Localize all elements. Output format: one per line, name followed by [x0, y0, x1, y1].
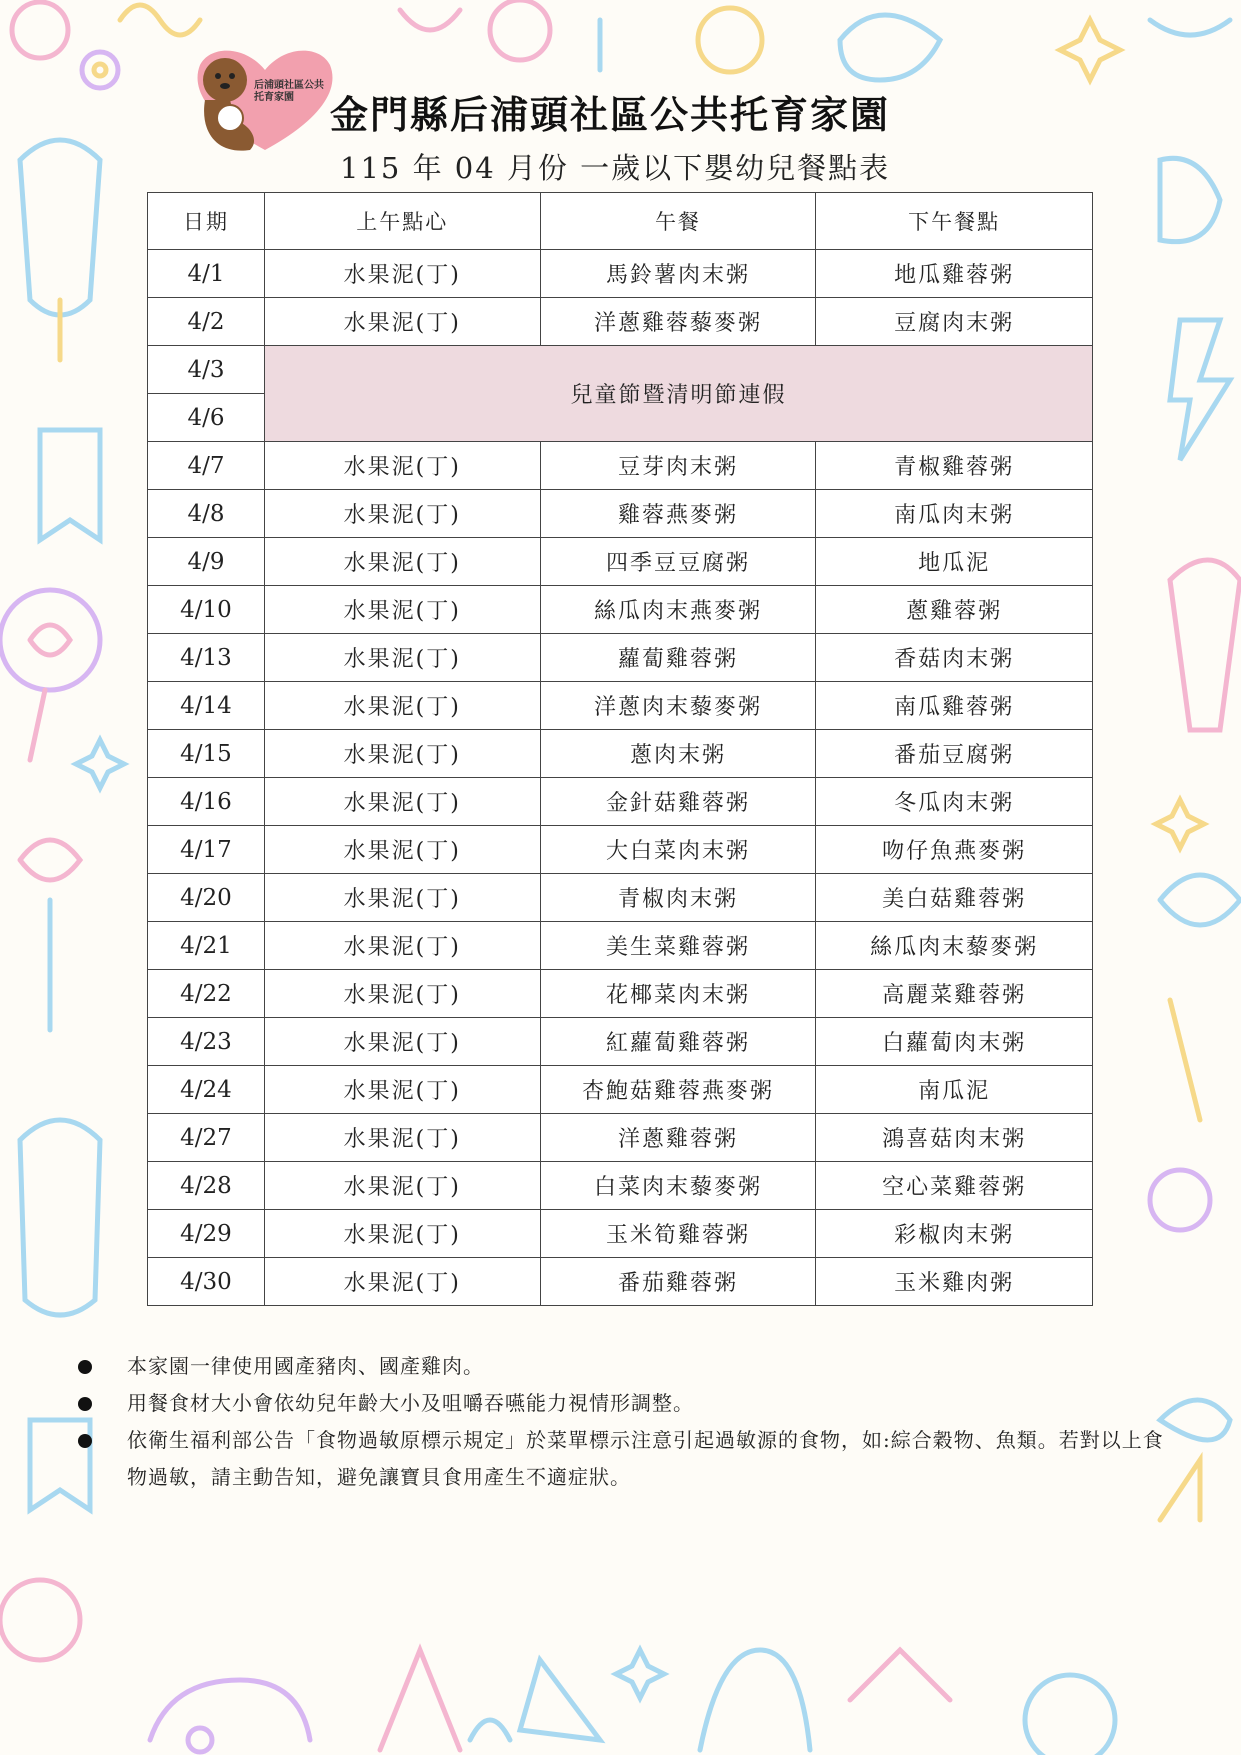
lunch-cell: 美生菜雞蓉粥 [540, 922, 816, 970]
morning-snack-cell: 水果泥(丁) [264, 298, 540, 346]
afternoon-snack-cell: 地瓜泥 [816, 538, 1093, 586]
date-cell: 4/22 [148, 970, 265, 1018]
date-cell: 4/7 [148, 442, 265, 490]
lunch-cell: 玉米筍雞蓉粥 [540, 1210, 816, 1258]
morning-snack-cell: 水果泥(丁) [264, 442, 540, 490]
lunch-cell: 白菜肉末藜麥粥 [540, 1162, 816, 1210]
afternoon-snack-cell: 蔥雞蓉粥 [816, 586, 1093, 634]
morning-snack-cell: 水果泥(丁) [264, 1162, 540, 1210]
date-cell: 4/13 [148, 634, 265, 682]
date-cell: 4/14 [148, 682, 265, 730]
morning-snack-cell: 水果泥(丁) [264, 826, 540, 874]
lunch-cell: 馬鈴薯肉末粥 [540, 250, 816, 298]
afternoon-snack-cell: 空心菜雞蓉粥 [816, 1162, 1093, 1210]
afternoon-snack-cell: 番茄豆腐粥 [816, 730, 1093, 778]
date-cell: 4/6 [148, 394, 265, 442]
afternoon-snack-cell: 豆腐肉末粥 [816, 298, 1093, 346]
table-row [148, 634, 1093, 682]
morning-snack-cell: 水果泥(丁) [264, 778, 540, 826]
afternoon-snack-cell: 地瓜雞蓉粥 [816, 250, 1093, 298]
note-item [75, 1422, 1175, 1496]
lunch-cell: 蘿蔔雞蓉粥 [540, 634, 816, 682]
afternoon-snack-cell: 青椒雞蓉粥 [816, 442, 1093, 490]
afternoon-snack-cell: 彩椒肉末粥 [816, 1210, 1093, 1258]
table-row [148, 1258, 1093, 1306]
morning-snack-cell: 水果泥(丁) [264, 586, 540, 634]
morning-snack-cell: 水果泥(丁) [264, 634, 540, 682]
date-cell: 4/10 [148, 586, 265, 634]
date-cell: 4/21 [148, 922, 265, 970]
table-row [148, 1066, 1093, 1114]
lunch-cell: 金針菇雞蓉粥 [540, 778, 816, 826]
table-row [148, 1162, 1093, 1210]
table-row [148, 1018, 1093, 1066]
morning-snack-cell: 水果泥(丁) [264, 1114, 540, 1162]
date-cell: 4/15 [148, 730, 265, 778]
afternoon-snack-cell: 高麗菜雞蓉粥 [816, 970, 1093, 1018]
afternoon-snack-cell: 南瓜肉末粥 [816, 490, 1093, 538]
lunch-cell: 洋蔥肉末藜麥粥 [540, 682, 816, 730]
afternoon-snack-cell: 南瓜泥 [816, 1066, 1093, 1114]
lunch-cell: 番茄雞蓉粥 [540, 1258, 816, 1306]
afternoon-snack-cell: 玉米雞肉粥 [816, 1258, 1093, 1306]
column-header-lunch: 午餐 [540, 193, 816, 250]
table-row [148, 874, 1093, 922]
lunch-cell: 四季豆豆腐粥 [540, 538, 816, 586]
note-text: 本家園一律使用國產豬肉、國產雞肉。 [127, 1354, 484, 1378]
afternoon-snack-cell: 南瓜雞蓉粥 [816, 682, 1093, 730]
afternoon-snack-cell: 白蘿蔔肉末粥 [816, 1018, 1093, 1066]
morning-snack-cell: 水果泥(丁) [264, 1066, 540, 1114]
morning-snack-cell: 水果泥(丁) [264, 490, 540, 538]
lunch-cell: 絲瓜肉末燕麥粥 [540, 586, 816, 634]
lunch-cell: 青椒肉末粥 [540, 874, 816, 922]
table-row [148, 1210, 1093, 1258]
date-cell: 4/29 [148, 1210, 265, 1258]
page-title: 金門縣后浦頭社區公共托育家園 [330, 93, 891, 137]
table-row [148, 538, 1093, 586]
note-item [75, 1385, 1175, 1422]
lunch-cell: 杏鮑菇雞蓉燕麥粥 [540, 1066, 816, 1114]
date-cell: 4/20 [148, 874, 265, 922]
table-row [148, 490, 1093, 538]
lunch-cell: 雞蓉燕麥粥 [540, 490, 816, 538]
date-cell: 4/27 [148, 1114, 265, 1162]
morning-snack-cell: 水果泥(丁) [264, 682, 540, 730]
table-row [148, 682, 1093, 730]
afternoon-snack-cell: 絲瓜肉末藜麥粥 [816, 922, 1093, 970]
table-row [148, 298, 1093, 346]
date-cell: 4/8 [148, 490, 265, 538]
table-row [148, 970, 1093, 1018]
column-header-afternoon-snack: 下午餐點 [816, 193, 1093, 250]
table-row [148, 586, 1093, 634]
morning-snack-cell: 水果泥(丁) [264, 1258, 540, 1306]
lunch-cell: 洋蔥雞蓉粥 [540, 1114, 816, 1162]
note-item [75, 1348, 1175, 1385]
afternoon-snack-cell: 吻仔魚燕麥粥 [816, 826, 1093, 874]
date-cell: 4/24 [148, 1066, 265, 1114]
table-row [148, 778, 1093, 826]
table-row [148, 442, 1093, 490]
meal-menu-table [147, 192, 1093, 1306]
table-row [148, 826, 1093, 874]
morning-snack-cell: 水果泥(丁) [264, 538, 540, 586]
morning-snack-cell: 水果泥(丁) [264, 250, 540, 298]
bullet-icon [78, 1360, 92, 1374]
holiday-label-cell: 兒童節暨清明節連假 [264, 346, 1092, 442]
note-text: 依衛生福利部公告「食物過敏原標示規定」於菜單標示注意引起過敏源的食物，如:綜合穀物、魚類。若對以上食物過敏，請主動告知，避免讓寶貝食用產生不適症狀。 [127, 1428, 1164, 1489]
lunch-cell: 花椰菜肉末粥 [540, 970, 816, 1018]
note-text: 用餐食材大小會依幼兒年齡大小及咀嚼吞嚥能力視情形調整。 [127, 1391, 694, 1415]
date-cell: 4/2 [148, 298, 265, 346]
table-body [148, 250, 1093, 1306]
afternoon-snack-cell: 香菇肉末粥 [816, 634, 1093, 682]
date-cell: 4/17 [148, 826, 265, 874]
date-cell: 4/23 [148, 1018, 265, 1066]
date-cell: 4/30 [148, 1258, 265, 1306]
afternoon-snack-cell: 冬瓜肉末粥 [816, 778, 1093, 826]
date-cell: 4/9 [148, 538, 265, 586]
bullet-icon [78, 1397, 92, 1411]
table-row [148, 1114, 1093, 1162]
lunch-cell: 蔥肉末粥 [540, 730, 816, 778]
column-header-morning-snack: 上午點心 [264, 193, 540, 250]
bullet-icon [78, 1434, 92, 1448]
table-row [148, 250, 1093, 298]
date-cell: 4/16 [148, 778, 265, 826]
morning-snack-cell: 水果泥(丁) [264, 1210, 540, 1258]
table-row [148, 922, 1093, 970]
table-row [148, 730, 1093, 778]
morning-snack-cell: 水果泥(丁) [264, 874, 540, 922]
date-cell: 4/1 [148, 250, 265, 298]
lunch-cell: 洋蔥雞蓉藜麥粥 [540, 298, 816, 346]
column-header-date: 日期 [148, 193, 265, 250]
table-header-row [148, 193, 1093, 250]
afternoon-snack-cell: 美白菇雞蓉粥 [816, 874, 1093, 922]
morning-snack-cell: 水果泥(丁) [264, 970, 540, 1018]
afternoon-snack-cell: 鴻喜菇肉末粥 [816, 1114, 1093, 1162]
morning-snack-cell: 水果泥(丁) [264, 922, 540, 970]
morning-snack-cell: 水果泥(丁) [264, 1018, 540, 1066]
lunch-cell: 豆芽肉末粥 [540, 442, 816, 490]
date-cell: 4/28 [148, 1162, 265, 1210]
lunch-cell: 紅蘿蔔雞蓉粥 [540, 1018, 816, 1066]
morning-snack-cell: 水果泥(丁) [264, 730, 540, 778]
logo-text: 后浦頭社區公共托育家園 [254, 80, 324, 103]
date-cell: 4/3 [148, 346, 265, 394]
lunch-cell: 大白菜肉末粥 [540, 826, 816, 874]
holiday-row [148, 346, 1093, 394]
notes-list [75, 1348, 1175, 1496]
page-subtitle: 115 年 04 月份 一歲以下嬰幼兒餐點表 [340, 151, 891, 185]
